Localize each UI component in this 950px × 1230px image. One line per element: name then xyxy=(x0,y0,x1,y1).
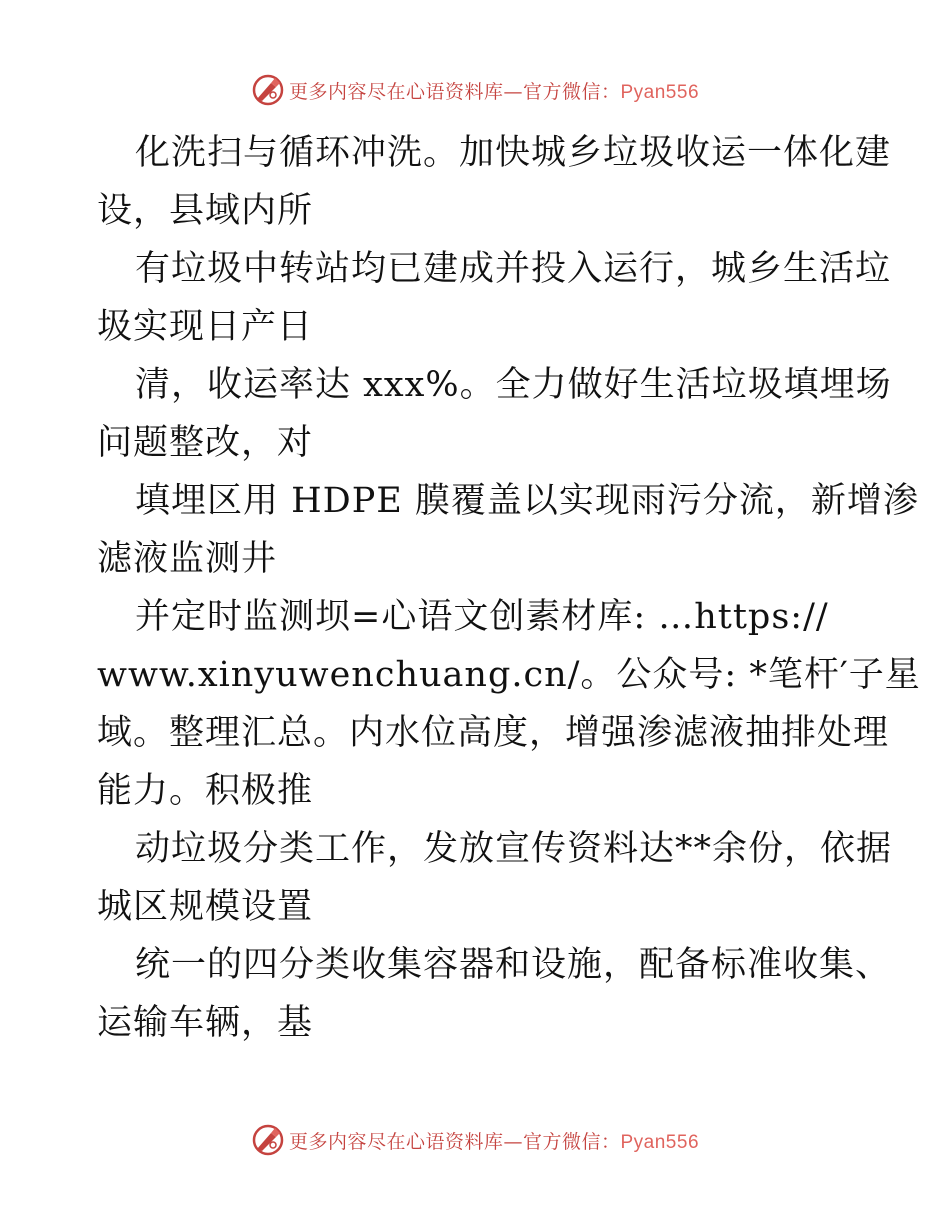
pen-logo-icon xyxy=(251,1123,285,1157)
header-banner-text xyxy=(289,77,699,104)
header-watermark-banner xyxy=(0,70,950,110)
header-banner-text-cn: 更多内容尽在心语资料库—官方微信： xyxy=(288,80,621,103)
footer-banner-text xyxy=(289,1127,699,1154)
document-body xyxy=(97,124,921,1052)
header-banner-wechat-id: Pyan556 xyxy=(620,81,700,103)
body-line-13: 动垃圾分类工作，发放宣传资料达**余份，依据 xyxy=(135,829,893,869)
body-line-3: 有垃圾中转站均已建成并投入运行，城乡生活垃 xyxy=(135,249,892,289)
body-line-1: 化洗扫与循环冲洗。加快城乡垃圾收运一体化建 xyxy=(135,133,892,173)
body-line-14: 城区规模设置 xyxy=(97,887,314,927)
body-line-6: 问题整改，对 xyxy=(97,423,314,463)
body-line-12: 能力。积极推 xyxy=(97,771,314,811)
body-line-9: 并定时监测坝=心语文创素材库: …https:// xyxy=(135,597,829,637)
body-line-11: 域。整理汇总。内水位高度，增强渗滤液抽排处理 xyxy=(97,713,890,753)
body-line-7: 填埋区用 HDPE 膜覆盖以实现雨污分流，新增渗 xyxy=(135,481,919,521)
body-line-5: 清，收运率达 xxx%。全力做好生活垃圾填埋场 xyxy=(135,365,892,405)
footer-banner-text-cn: 更多内容尽在心语资料库—官方微信： xyxy=(288,1130,621,1153)
body-line-10: www.xinyuwenchuang.cn/。公众号: *笔杆′子星 xyxy=(97,655,921,695)
footer-watermark-banner xyxy=(0,1120,950,1160)
body-line-2: 设，县域内所 xyxy=(97,191,314,231)
pen-logo-icon xyxy=(251,73,285,107)
body-line-4: 圾实现日产日 xyxy=(97,307,314,347)
body-line-15: 统一的四分类收集容器和设施，配备标准收集、 xyxy=(135,945,892,985)
footer-banner-wechat-id: Pyan556 xyxy=(620,1131,700,1153)
body-line-16: 运输车辆，基 xyxy=(97,1003,314,1043)
body-line-8: 滤液监测井 xyxy=(97,539,278,579)
